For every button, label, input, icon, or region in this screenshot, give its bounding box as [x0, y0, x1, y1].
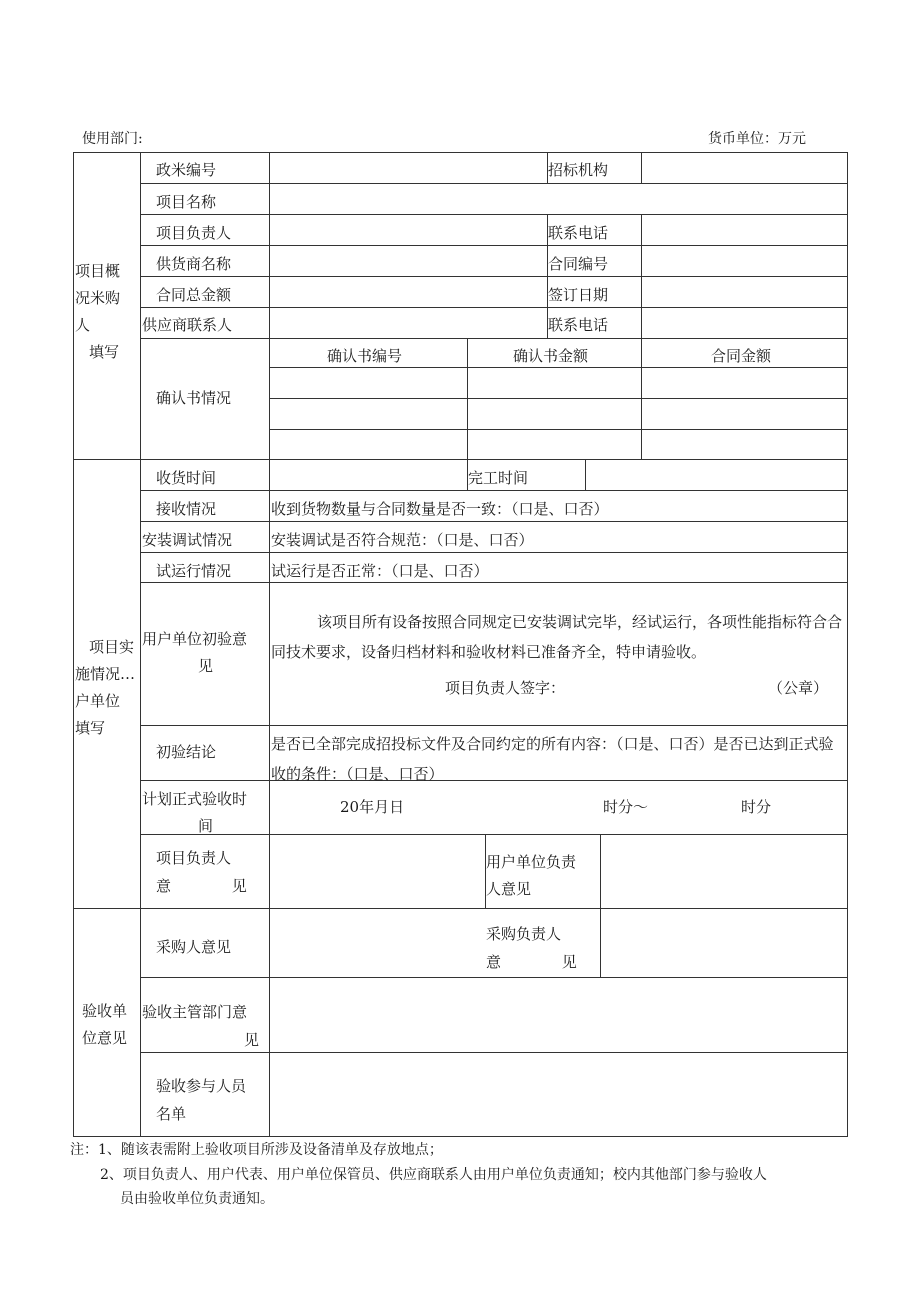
plan-time-to: 时分	[741, 798, 772, 816]
section-overview-line2: 况米购	[75, 289, 121, 307]
phone-label-1: 联系电话	[548, 224, 609, 242]
note-2: 2、项目负责人、用户代表、用户单位保管员、供应商联系人由用户单位负责通知；校内其他部门参与验收人	[100, 1167, 767, 1183]
purchaser-opinion-label: 采购人意见	[156, 938, 232, 956]
confirmation-col-contract: 合同金额	[711, 347, 772, 365]
members-line1: 验收参与人员	[156, 1077, 247, 1095]
members-label	[156, 1072, 246, 1128]
confirmation-col-amount: 确认书金额	[513, 347, 589, 365]
seal-label: （公章）	[768, 679, 829, 697]
confirmation-col-no: 确认书编号	[327, 347, 403, 365]
dept-opinion-label	[142, 998, 259, 1054]
confirmation-label: 确认书情况	[156, 389, 232, 407]
unit-leader-opinion-line1: 用户单位负责	[486, 853, 577, 871]
dept-opinion-line2: 见	[244, 1031, 260, 1049]
project-name-label: 项目名称	[156, 193, 217, 211]
project-leader-label: 项目负责人	[156, 224, 232, 242]
purchase-leader-label	[486, 920, 577, 976]
contract-total-label: 合同总金额	[156, 286, 232, 304]
section-acceptance-line2: 位意见	[82, 1029, 128, 1047]
purchase-leader-line2	[486, 948, 577, 976]
plan-label	[142, 786, 247, 840]
members-line2: 名单	[156, 1105, 187, 1123]
initial-opinion-label	[142, 626, 247, 680]
note-3: 员由验收单位负责通知。	[120, 1191, 274, 1207]
section-overview-label	[75, 258, 120, 366]
initial-opinion-text: 该项目所有设备按照合同规定已安装调试完毕，经试运行，各项性能指标符合合同技术要求，设备归档材料和验收材料已准备齐全，特申请验收。	[271, 613, 843, 661]
bidding-agency-label: 招标机构	[548, 161, 609, 179]
conclusion-text: 是否已全部完成招投标文件及合同约定的所有内容：（口是、口否）是否已达到正式验收的条件：（口是、口否）	[271, 735, 834, 783]
section-implementation-line3: 户单位	[75, 692, 121, 710]
section-overview-line4: 填写	[89, 343, 120, 361]
leader-opinion-label	[156, 844, 247, 900]
install-question: 安装调试是否符合规范：（口是、口否）	[271, 531, 534, 549]
trial-label: 试运行情况	[156, 562, 232, 580]
initial-opinion-label-line1: 用户单位初验意	[142, 630, 248, 648]
plan-date: 20年月日	[340, 798, 405, 816]
leader-opinion-line2a: 意	[156, 877, 172, 895]
conclusion-label: 初验结论	[156, 743, 217, 761]
plan-label-line1: 计划正式验收时	[142, 790, 248, 808]
section-overview-line1: 项目概	[75, 262, 121, 280]
complete-time-label: 完工时间	[468, 469, 529, 487]
note-1: 注：1、随该表需附上验收项目所涉及设备清单及存放地点；	[70, 1142, 443, 1158]
supplier-contact-label: 供应商联系人	[142, 316, 233, 334]
receipt-question: 收到货物数量与合同数量是否一致：（口是、口否）	[271, 500, 609, 518]
section-acceptance-label	[82, 998, 127, 1052]
leader-opinion-line1: 项目负责人	[156, 849, 232, 867]
section-implementation-line1: 项目实	[89, 638, 135, 656]
procurement-no-label: 政米编号	[156, 161, 217, 179]
dept-label: 使用部门:	[82, 131, 143, 147]
section-acceptance-line1: 验收单	[82, 1002, 128, 1020]
currency-label: 货币单位：万元	[708, 131, 806, 147]
trial-question: 试运行是否正常：（口是、口否）	[271, 562, 489, 580]
phone-label-2: 联系电话	[548, 316, 609, 334]
dept-opinion-line1: 验收主管部门意	[142, 1003, 248, 1021]
install-label: 安装调试情况	[142, 531, 233, 549]
plan-label-line2: 间	[198, 817, 214, 835]
plan-time-from: 时分～	[603, 798, 649, 816]
section-overview-line3: 人	[75, 316, 91, 334]
unit-leader-opinion-line2: 人意见	[486, 880, 532, 898]
leader-opinion-line2	[156, 872, 247, 900]
section-implementation-label	[75, 634, 135, 742]
acceptance-form	[73, 152, 848, 1137]
sign-date-label: 签订日期	[548, 286, 609, 304]
leader-sign-label: 项目负责人签字：	[445, 679, 566, 697]
contract-no-label: 合同编号	[548, 255, 609, 273]
leader-opinion-line2b: 见	[231, 877, 247, 895]
receipt-label: 接收情况	[156, 500, 217, 518]
purchase-leader-line1: 采购负责人	[486, 925, 562, 943]
supplier-name-label: 供货商名称	[156, 255, 232, 273]
initial-opinion-label-line2: 见	[198, 657, 214, 675]
unit-leader-opinion-label	[486, 849, 576, 903]
section-implementation-line2: 施情况…	[75, 665, 136, 683]
purchase-leader-line2a: 意	[486, 953, 502, 971]
section-implementation-line4: 填写	[75, 719, 106, 737]
purchase-leader-line2b: 见	[561, 953, 577, 971]
receive-time-label: 收货时间	[156, 469, 217, 487]
